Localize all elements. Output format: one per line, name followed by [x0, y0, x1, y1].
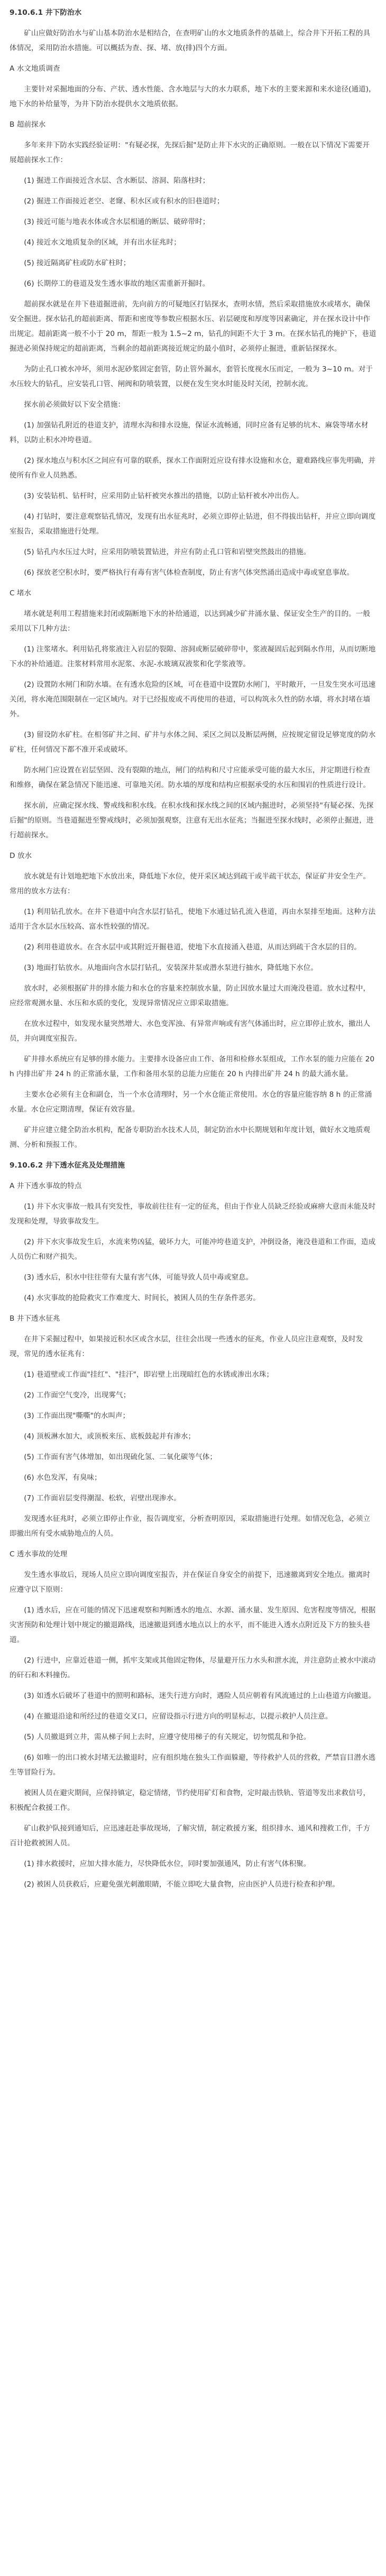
list-item: (1) 排水救援时，应加大排水能力，尽快降低水位，同时要加强通风，防止有害气体积聚。: [24, 1860, 311, 1868]
paragraph: 主要水仓必须有主仓和副仓，当一个水仓清理时，另一个水仓能正常使用。水仓的容量应能容纳 8 h 的正常涌水量。水仓应定期清理，保证有效容量。: [10, 1090, 372, 1114]
list-item: (3) 接近可能与地表水体或含水层相通的断层、破碎带时；: [24, 218, 210, 226]
list-item: (2) 设置防水闸门和防水墙。在有透水危险的区域，可在巷道中设置防水闸门，平时敞开，一旦发生突水可迅速关闭，将水淹范围限制在一定区域内。对于已经报废或不再使用的巷道，可以构筑永久性的防水墙，将水封堵在墙外。: [10, 680, 376, 718]
paragraph: 多年来井下防水实践经验证明："有疑必探，先探后掘"是防止井下水灾的正确原则。一般在以下情况下需要开展超前探水工作：: [10, 141, 370, 164]
list-item: (2) 利用巷道放水。在含水层中或其附近开掘巷道，使地下水直接涌入巷道，从而达到疏干含水层的目的。: [24, 943, 361, 951]
list-item: (3) 留设防水矿柱。在相邻矿井之间、矿井与水体之间、采区之间以及断层两侧，应按规定留设足够宽度的防水矿柱，任何情况下都不准开采或破坏。: [10, 731, 376, 754]
paragraph: 为防止孔口被水冲坏，须用水泥砂浆固定套管，防止管外漏水，套管长度视水压而定，一般为 3~10 m。对于水压较大的钻孔，应安装孔口管、闸阀和防喷装置，以便在发生突水时能及时关闭，控制水流。: [10, 365, 373, 388]
list-item: (6) 如唯一的出口被水封堵无法撤退时，应有组织地在独头工作面躲避，等待救护人员的营救，严禁盲目潜水逃生等冒险行为。: [10, 1753, 376, 1777]
list-item: (1) 掘进工作面接近含水层、含水断层、溶洞、陷落柱时；: [24, 176, 210, 185]
list-item: (7) 工作面岩层变得潮湿、松软，岩壁出现渗水。: [24, 1494, 181, 1502]
paragraph: 防水闸门应设置在岩层坚固、没有裂隙的地点，闸门的结构和尺寸应能承受可能的最大水压，并定期进行检查和维修，确保在紧急情况下能迅速、可靠地关闭。防水墙的厚度和结构应根据承受的水压和围岩的性质进行设计。: [10, 766, 371, 789]
list-item: (2) 行进中，应靠近巷道一侧，抓牢支架或其他固定物体，尽量避开压力水头和泄水流，并注意防止被水中滚动的矸石和木料撞伤。: [10, 1656, 376, 1679]
paragraph: 被困人员在避灾期间，应保持镇定，稳定情绪，节约使用矿灯和食物，定时敲击铁轨、管道等发出求救信号，积极配合救援工作。: [10, 1789, 371, 1812]
subsection-heading: B 井下透水征兆: [10, 1314, 60, 1323]
list-item: (3) 如透水后破坏了巷道中的照明和路标，迷失行进方向时，遇险人员应朝着有风流通过的上山巷道方向撤退。: [24, 1692, 376, 1700]
list-item: (3) 透水后，积水中往往带有大量有害气体，可能导致人员中毒或窒息。: [24, 1273, 253, 1282]
list-item: (4) 接近水文地质复杂的区域，并有出水征兆时；: [24, 238, 181, 247]
list-item: (2) 被困人员获救后，应避免强光刺激眼睛，不能立即吃大量食物，应由医护人员进行检查和护理。: [24, 1880, 339, 1889]
list-item: (5) 人员撤退到立井，需从梯子间上去时，应遵守使用梯子的有关规定，切勿慌乱和争抢。: [24, 1733, 311, 1741]
list-item: (5) 工作面有害气体增加，如出现硫化氢、二氧化碳等气体；: [24, 1453, 217, 1461]
paragraph: 矿山应做好防治水与矿山基本防治水是相结合，在查明矿山的水文地质条件的基础上，综合井下开拓工程的具体情况，采用防治水措施。可以概括为查、探、堵、放(排)四个方面。: [10, 29, 371, 52]
list-item: (4) 水灾事故的抢险救灾工作难度大、时间长，被困人员的生存条件恶劣。: [24, 1294, 260, 1302]
list-item: (1) 加强钻孔附近的巷道支护，清理水沟和排水设施，保证水流畅通，同时应备有足够的坑木、麻袋等堵水材料，以防止积水冲垮巷道。: [10, 421, 369, 444]
paragraph: 超前探水就是在井下巷道掘进前，先向前方的可疑地区打钻探水，查明水情，然后采取措施放水或堵水，确保安全掘进。探水钻孔的超前距离、帮距和密度等参数应根据水压、岩层硬度和厚度等因素确定，并在探水设计中作出规定。超前距离一般不小于 20 m，帮距一般为 1.5~2 m，钻孔的间距不大于 3 m。在探水钻孔的掩护下，巷道掘进必须保持规定的超前距离，当剩余的超前距离接近规定的最小值时，必须停止掘进，重新钻探探水。: [10, 300, 376, 353]
list-item: (3) 安装钻机、钻杆时，应采用防止钻杆被突水推出的措施，以防止钻杆被水冲出伤人。: [24, 492, 304, 500]
paragraph: 发生透水事故后，现场人员应立即向调度室报告，并在保证自身安全的前提下，迅速撤离到安全地点。撤离时应遵守以下原则：: [10, 1571, 371, 1594]
section-heading: 9.10.6.2 井下透水征兆及处理措施: [10, 1161, 125, 1170]
paragraph: 矿山救护队接到通知后，应迅速赶赴事故现场，了解灾情，制定救援方案，组织排水、通风和搜救工作，千方百计抢救被困人员。: [10, 1824, 371, 1847]
paragraph: 在放水过程中，如发现水量突然增大、水色变浑浊、有异常声响或有害气体涌出时，应立即停止放水，撤出人员，并向调度室报告。: [10, 1020, 371, 1043]
list-item: (4) 在撤退沿途和所经过的巷道交叉口，应留设指示行进方向的明显标志，以提示救护人员注意。: [24, 1712, 333, 1721]
subsection-heading: A 井下透水事故的特点: [10, 1182, 82, 1190]
list-item: (1) 巷道壁或工作面"挂红"、"挂汗"，即岩壁上出现暗红色的水锈或渗出水珠；: [24, 1370, 274, 1379]
list-item: (6) 长期停工的巷道及发生透水事故的地区需重新开掘时。: [24, 279, 210, 288]
paragraph: 探水前，应确定探水线、警戒线和积水线。在积水线和探水线之间的区域内掘进时，必须坚持"有疑必探、先探后掘"的原则。当巷道掘进至警戒线时，必须加强观察，注意有无出水征兆；当掘进至探水线时，必须停止掘进，进行超前探水。: [10, 801, 374, 839]
subsection-heading: A 水文地质调查: [10, 64, 60, 73]
list-item: (1) 利用钻孔放水。在井下巷道中向含水层打钻孔，使地下水通过钻孔流入巷道，再由水泵排至地面。这种方法适用于含水层水压较高、富水性较强的情况。: [10, 908, 376, 931]
paragraph: 矿井应建立健全防治水机构，配备专职防治水技术人员，制定防治水中长期规划和年度计划，做好水文地质观测、分析和预报工作。: [10, 1126, 371, 1149]
list-item: (1) 注浆堵水。利用钻孔将浆液注入岩层的裂隙、溶洞或断层破碎带中，浆液凝固后起到隔水作用，从而切断地下水的补给通道。注浆材料常用水泥浆、水泥-水玻璃双液浆和化学浆液等。: [10, 645, 376, 668]
list-item: (5) 接近隔离矿柱或防水矿柱时；: [24, 259, 131, 267]
paragraph: 在井下采掘过程中，如果接近积水区或含水层，往往会出现一些透水的征兆，作业人员应注意观察，及时发现，常见的透水征兆有：: [10, 1335, 363, 1358]
list-item: (2) 掘进工作面接近老空、老窿、积水区或有积水的旧巷道时；: [24, 197, 224, 206]
list-item: (1) 井下水灾事故一般具有突发性，事故前往往有一定的征兆，但由于作业人员缺乏经验或麻痹大意而未能及时发现和处理，导致事故发生。: [10, 1202, 376, 1226]
paragraph: 放水时，必须根据矿井的排水能力和水仓的容量来控制放水量，防止因放水量过大而淹没巷道。放水过程中，应经常观测水量、水压和水质的变化，发现异常情况应立即采取措施。: [10, 984, 371, 1007]
list-item: (3) 地面打钻放水。从地面向含水层打钻孔，安装深井泵或潜水泵进行抽水，降低地下水位。: [24, 964, 318, 972]
paragraph: 矿井排水系统应有足够的排水能力。主要排水设备应由工作、备用和检修水泵组成，工作水泵的能力应能在 20 h 内排出矿井 24 h 的正常涌水量，工作和备用水泵的总能力应能在 20 h 内排出矿井 24 h 的最大涌水量。: [10, 1055, 375, 1078]
paragraph: 堵水就是利用工程措施来封闭或隔断地下水的补给通道，以达到减少矿井涌水量、保证安全生产的目的。一般采用以下几种方法：: [10, 610, 371, 633]
section-heading: 9.10.6.1 井下防治水: [10, 8, 82, 17]
list-item: (2) 工作面空气变冷，出现雾气；: [24, 1391, 131, 1399]
paragraph: 发现透水征兆时，必须立即停止作业，报告调度室，分析查明原因，采取措施进行处理。如情况危急，必须立即撤出所有受水威胁地点的人员。: [10, 1515, 371, 1538]
list-item: (6) 水色发浑，有臭味；: [24, 1473, 102, 1482]
paragraph: 探水前必须做好以下安全措施：: [24, 400, 125, 409]
list-item: (4) 打钻时，要注意观察钻孔情况，发现有出水征兆时，必须立即停止钻进，但不得拔出钻杆，并应立即向调度室报告，采取措施进行处理。: [10, 512, 376, 536]
list-item: (3) 工作面出现"嘶嘶"的水叫声；: [24, 1412, 130, 1420]
list-item: (5) 钻孔内水压过大时，应采用防喷装置钻进，并应有防止孔口管和岩壁突然鼓出的措施。: [24, 548, 311, 556]
list-item: (2) 井下水灾事故发生后，水流来势凶猛，破坏力大，可能冲垮巷道支护，冲倒设备，淹没巷道和工作面，造成人员伤亡和财产损失。: [10, 1238, 376, 1261]
subsection-heading: B 超前探水: [10, 120, 46, 129]
list-item: (4) 顶板淋水加大，或顶板来压、底板鼓起并有渗水；: [24, 1432, 196, 1441]
document-body: [10, 5, 376, 1892]
subsection-heading: C 透水事故的处理: [10, 1550, 68, 1558]
subsection-heading: D 放水: [10, 852, 32, 860]
list-item: (6) 探放老空积水时，要严格执行有毒有害气体检查制度，防止有害气体突然涌出造成中毒或窒息事故。: [24, 568, 354, 577]
paragraph: 主要针对采掘地面的分布、产状、透水性能、含水地层与大的水力联系，地下水的主要来源和来水途径(通道)，地下水的补给量等，为井下防治水提供水文地质依据。: [10, 85, 376, 108]
list-item: (2) 探水地点与积水区之间应有可靠的联系，探水工作面附近应设有排水设施和水仓，避难路线应事先明确，并使所有作业人员熟悉。: [10, 456, 376, 480]
list-item: (1) 透水后，应在可能的情况下迅速观察和判断透水的地点、水源、涌水量、发生原因、危害程度等情况，根据灾害预防和处理计划中规定的撤退路线，迅速撤退到透水地点以上的水平，而不能进入透水点附近及下方的独头巷道。: [10, 1606, 376, 1644]
subsection-heading: C 堵水: [10, 589, 32, 598]
paragraph: 放水就是有计划地把地下水放出来，降低地下水位，使开采区域达到疏干或半疏干状态，保证矿井安全生产。常用的放水方法有：: [10, 872, 371, 895]
